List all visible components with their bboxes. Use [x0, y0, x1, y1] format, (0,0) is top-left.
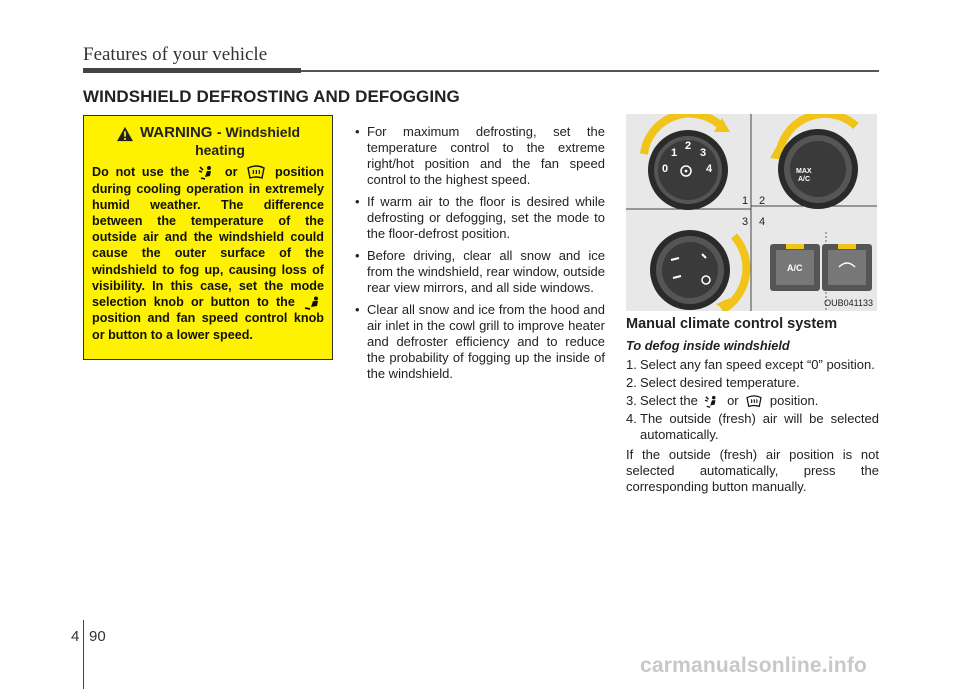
warning-text-part3: position and fan speed control knob or button to a lower speed.: [92, 311, 324, 342]
defog-subheading: To defog inside windshield: [626, 338, 790, 353]
list-item: • Clear all snow and ice from the hood and air inlet in the cowl grill to improve heater and defroster efficiency and to reduce the probability of fogging up the inside of the windshield.: [355, 302, 605, 382]
warning-heading: [92, 124, 324, 160]
step-text-or: or: [727, 393, 739, 408]
manual-note: If the outside (fresh) air position is not selected automatically, press the corresponding button manually.: [626, 447, 879, 494]
step-text-b: position.: [769, 393, 819, 408]
warning-box: [83, 115, 333, 360]
step-number: 4.: [626, 411, 637, 426]
bullet-column: [355, 124, 605, 388]
step-item: [626, 375, 879, 391]
manual-section: [626, 316, 879, 495]
fan-speed-knob: [644, 114, 730, 210]
callout-3: 3: [742, 216, 749, 228]
recirculation-button: [822, 244, 872, 291]
ac-label-max: MAX: [796, 168, 812, 175]
warning-subject-line2: heating: [195, 142, 245, 158]
header-title: Features of your vehicle: [83, 44, 268, 65]
manual-heading: Manual climate control system: [626, 316, 838, 332]
section-title: WINDSHIELD DEFROSTING AND DEFOGGING: [83, 87, 460, 106]
step-text-a: Select the: [640, 393, 698, 408]
callout-2: 2: [759, 195, 766, 207]
warning-text-or: or: [224, 165, 238, 179]
ac-label-ac: A/C: [798, 176, 811, 183]
fan-label-4: 4: [706, 163, 713, 175]
floor-defrost-icon: [198, 165, 216, 181]
mode-knob: [650, 230, 746, 311]
step-item: [626, 357, 879, 373]
list-item: • Before driving, clear all snow and ice from the windshield, rear window, outside rear view mirrors, and all side windows.: [355, 248, 605, 296]
fan-label-2: 2: [685, 140, 692, 152]
warning-label: WARNING: [139, 124, 213, 141]
climate-control-illustration: [626, 114, 877, 311]
list-item: • For maximum defrosting, set the temperature control to the extreme right/hot position and the fan speed control to the highest speed.: [355, 124, 605, 188]
fan-label-0: 0: [662, 163, 669, 175]
page-number: 90: [89, 628, 106, 645]
figure-code: OUB041133: [824, 298, 873, 308]
step-number: 1.: [626, 357, 637, 372]
step-item: [626, 411, 879, 443]
step-text: Select any fan speed except “0” position.: [640, 357, 875, 372]
floor-defrost-icon: [703, 395, 721, 409]
warning-text-part1: Do not use the: [92, 165, 190, 179]
list-item: • If warm air to the floor is desired while defrosting or defogging, set the mode to the floor-defrost position.: [355, 194, 605, 242]
warning-triangle-icon: [116, 126, 134, 142]
callout-4: 4: [759, 216, 766, 228]
tips-list: [355, 124, 605, 382]
step-number: 2.: [626, 375, 637, 390]
callout-1: 1: [742, 195, 749, 207]
header-rule: [301, 70, 879, 72]
climate-control-figure: [626, 114, 877, 311]
watermark: carmanualsonline.info: [640, 654, 868, 677]
header-bar: [83, 68, 301, 73]
floor-vent-icon: [304, 296, 322, 310]
step-text: The outside (fresh) air will be selected automatically.: [640, 411, 879, 442]
step-text: Select desired temperature.: [640, 375, 800, 390]
warning-text: [92, 164, 324, 343]
step-item: [626, 393, 879, 409]
defrost-icon: [246, 165, 266, 181]
fan-label-1: 1: [671, 147, 678, 159]
warning-text-part2: position during cooling operation in extremely humid weather. The difference between the temperature of the outside air and the windshield could cause the outer surface of the windshield to fog up, causing loss of visibility. In this case, set the mode selection knob or button to the: [92, 165, 324, 310]
warning-subject-line1: - Windshield: [216, 124, 301, 140]
defog-steps: [626, 357, 879, 443]
footer-divider: [83, 620, 84, 689]
ac-knob: [770, 114, 858, 209]
fan-label-3: 3: [700, 147, 707, 159]
ac-button-label: A/C: [787, 263, 803, 273]
chapter-number: 4: [71, 628, 80, 645]
step-number: 3.: [626, 393, 637, 408]
defrost-icon: [744, 395, 764, 409]
